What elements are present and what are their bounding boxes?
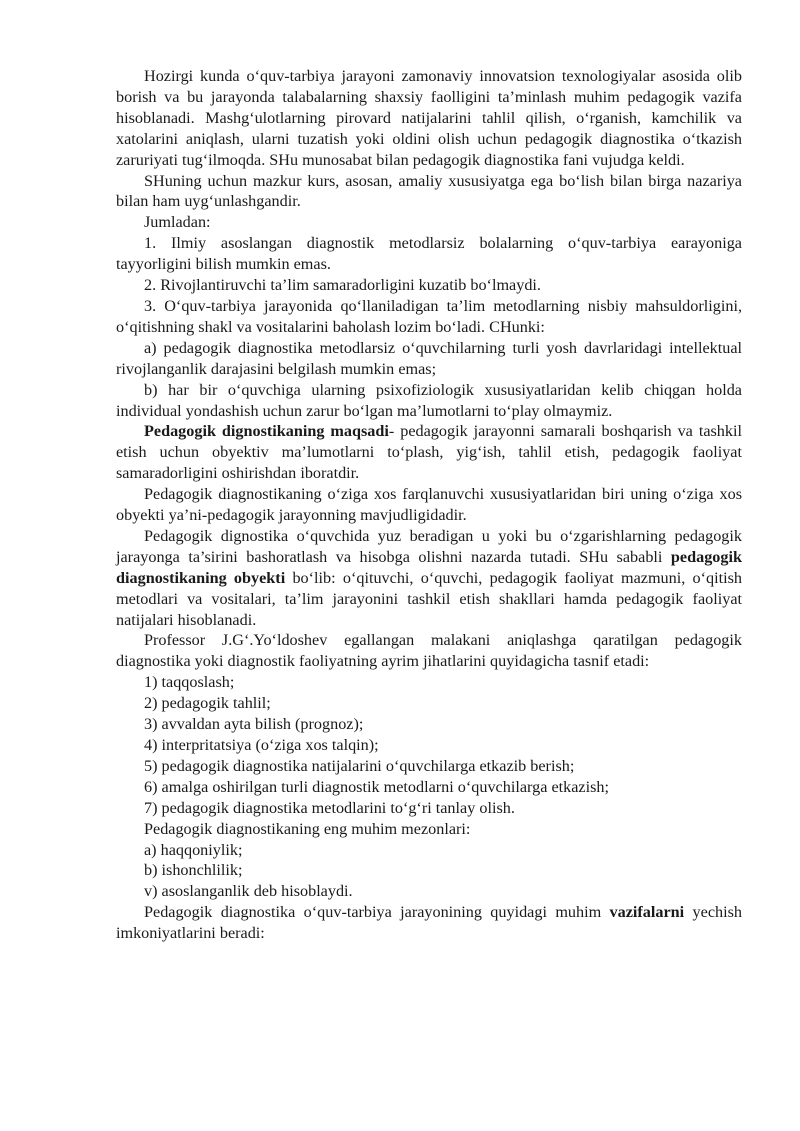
list1-item: 1) taqqoslash; bbox=[144, 673, 235, 692]
list1-item: 5) pedagogik diagnostika natijalarini o‘quvchilarga etkazib berish; bbox=[144, 756, 575, 775]
paragraph-professor: Professor J.G‘.Yo‘ldoshev egallangan malakani aniqlashga qaratilgan pedagogik diagnostika yoki diagnostik faoliyatning ayrim jihatlarini quyidagicha tasnif etadi: bbox=[116, 631, 742, 671]
list1-item: 4) interpritatsiya (o‘ziga xos talqin); bbox=[144, 736, 379, 754]
paragraph-item-a: a) pedagogik diagnostika metodlarsiz o‘quvchilarning turli yosh davrlaridagi intellektual rivojlanganlik darajasini belgilash mumkin emas; bbox=[116, 338, 742, 378]
list2-item: a) haqqoniylik; bbox=[144, 840, 243, 859]
object-heading: pedagogik diagnostikaning obyekti bbox=[116, 547, 742, 587]
paragraph-criteria: Pedagogik diagnostikaning eng muhim mezonlari: bbox=[144, 819, 471, 838]
paragraph-feature: Pedagogik diagnostikaning o‘ziga xos farqlanuvchi xususiyatlaridan biri uning o‘ziga xos obyekti ya’ni-pedagogik jarayonning mavjudligidadir. bbox=[116, 485, 742, 525]
list1-item: 2) pedagogik tahlil; bbox=[144, 694, 271, 713]
list1-item: 7) pedagogik diagnostika metodlarini to‘g‘ri tanlay olish. bbox=[144, 798, 515, 817]
list1-item: 3) avvaldan ayta bilish (prognoz); bbox=[144, 715, 364, 734]
list1-item: 6) amalga oshirilgan turli diagnostik metodlarni o‘quvchilarga etkazish; bbox=[144, 777, 609, 796]
object-text-a: Pedagogik dignostika o‘quvchida yuz beradigan u yoki bu o‘zgarishlarning pedagogik jarayonga ta’sirini bashoratlash va hisobga olishni nazarda tutadi. SHu sababli bbox=[116, 526, 742, 566]
paragraph-item-2: 2. Rivojlantiruvchi ta’lim samaradorligini kuzatib bo‘lmaydi. bbox=[144, 276, 541, 295]
paragraph-item-3: 3. O‘quv-tarbiya jarayonida qo‘llaniladigan ta’lim metodlarning nisbiy mahsuldorligini, o‘qitishning shakl va vositalarini baholash lozim bo‘ladi. CHunki: bbox=[116, 296, 742, 336]
list2-item: v) asoslanganlik deb hisoblaydi. bbox=[144, 882, 353, 901]
paragraph-intro: Hozirgi kunda o‘quv-tarbiya jarayoni zamonaviy innovatsion texnologiyalar asosida olib borish va bu jarayonda talabalarning shaxsiy faolligini ta’minlash muhim pedagogik vazifa hisoblanadi. Mashg‘ulotlarning pirovard natijalarini tahlil qilish, o‘rganish, kamchilik va xatolarini aniqlash, ularni tuzatish yoki oldini olish uchun pedagogik diagnostika o‘tkazish zaruriyati tug‘ilmoqda. SHu munosabat bilan pedagogik diagnostika fani vujudga keldi. bbox=[116, 67, 742, 169]
paragraph-tasks bbox=[116, 902, 742, 944]
goal-text: - pedagogik jarayonni samarali boshqarish va tashkil etish uchun obyektiv ma’lumotlarni to‘plash, yig‘ish, tahlil etish, pedagogik faoliyat samaradorligini oshirishdan iboratdir. bbox=[116, 422, 742, 483]
paragraph-goal bbox=[116, 421, 742, 484]
paragraph-object bbox=[116, 526, 742, 631]
tasks-text-a: Pedagogik diagnostika o‘quv-tarbiya jarayonining quyidagi muhim bbox=[144, 903, 610, 922]
object-text-b: bo‘lib: o‘qituvchi, o‘quvchi, pedagogik faoliyat mazmuni, o‘qitish metodlari va vositalari, ta’lim jarayonini tashkil etish shakllari hamda pedagogik faoliyat natijalari hisoblanadi. bbox=[116, 568, 743, 629]
tasks-heading: vazifalarni bbox=[609, 903, 685, 922]
paragraph-item-1: 1. Ilmiy asoslangan diagnostik metodlarsiz bolalarning o‘quv-tarbiya earayoniga tayyorligini bilish mumkin emas. bbox=[116, 234, 742, 274]
paragraph-jumladan: Jumladan: bbox=[144, 213, 211, 232]
goal-heading: Pedagogik dignostikaning maqsadi bbox=[144, 422, 389, 441]
list2-item: b) ishonchlilik; bbox=[144, 861, 243, 880]
paragraph-item-b: b) har bir o‘quvchiga ularning psixofiziologik xususiyatlaridan kelib chiqgan holda individual yondashish uchun zarur bo‘lgan ma’lumotlarni to‘play olmaymiz. bbox=[116, 380, 742, 420]
tasks-text-b: yechish imkoniyatlarini beradi: bbox=[116, 903, 742, 943]
paragraph-course: SHuning uchun mazkur kurs, asosan, amaliy xususiyatga ega bo‘lish bilan birga nazariya bilan ham uyg‘unlashgandir. bbox=[116, 171, 742, 211]
